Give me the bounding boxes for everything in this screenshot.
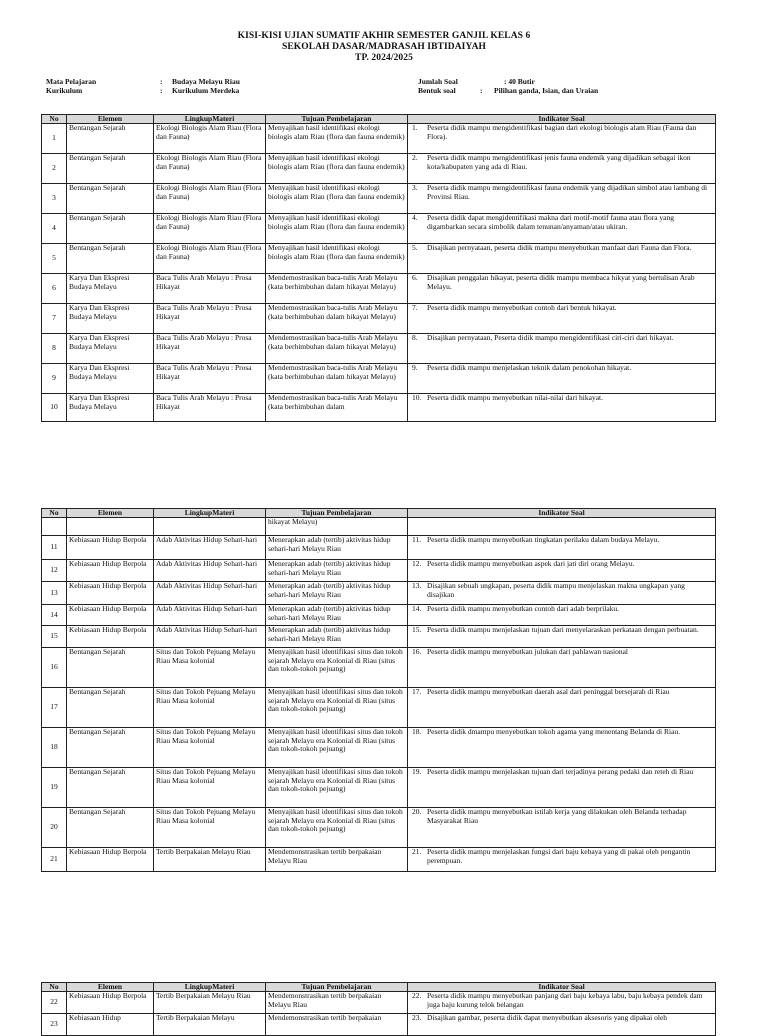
- indikator-text: Peserta didik mampu mengidentifikasi jenis fauna endemik yang dijadikan sebagai ikon kota/kabupaten yang ada di Riau.: [427, 153, 691, 171]
- indikator-text: Peserta didik mampu menyebutkan aspek dari jati diri orang Melayu.: [427, 559, 635, 568]
- table-header-row: [42, 509, 716, 518]
- indikator-number: 7.: [412, 303, 418, 312]
- cell-lingkup: Situs dan Tokoh Pejuang Melayu Riau Masa kolonial: [154, 688, 266, 728]
- cell-elemen: Kebiasaan Hidup Berpola: [67, 605, 154, 626]
- cell-no: 15: [42, 626, 67, 648]
- cell-indikator: [408, 605, 716, 626]
- column-header: No: [42, 983, 67, 992]
- indikator-number: 20.: [412, 807, 422, 816]
- indikator-text: Disajikan pernyataan, Peserta didik mampu mengidentifikasi ciri-ciri dari hikayat.: [427, 333, 674, 342]
- cell-lingkup: Ekologi Biologis Alam Riau (Flora dan Fauna): [154, 184, 266, 214]
- mapel-label: Mata Pelajaran: [46, 77, 97, 86]
- cell-elemen: Bentangan Sejarah: [67, 154, 154, 184]
- cell-no: 5: [42, 244, 67, 274]
- cell-no: 9: [42, 364, 67, 394]
- indikator-text: Peserta didik mampu menyebutkan nilai-nilai dari hikayat.: [427, 393, 603, 402]
- table-header-row: [42, 983, 716, 992]
- cell-indikator: [408, 768, 716, 808]
- cell-lingkup: Ekologi Biologis Alam Riau (Flora dan Fauna): [154, 244, 266, 274]
- table-row: [42, 605, 716, 626]
- cell-lingkup: Situs dan Tokoh Pejuang Melayu Riau Masa kolonial: [154, 728, 266, 768]
- indikator-number: 19.: [412, 767, 422, 776]
- cell-tujuan: Menyajikan hasil identifikasi ekologi biologis alam Riau (flora dan fauna endemik): [266, 214, 408, 244]
- column-header: Tujuan Pembelajaran: [266, 115, 408, 124]
- indikator-number: 17.: [412, 687, 422, 696]
- colon: :: [160, 86, 163, 95]
- indikator-number: 8.: [412, 333, 418, 342]
- cell-elemen: Bentangan Sejarah: [67, 214, 154, 244]
- indikator-number: 4.: [412, 213, 418, 222]
- cell-no: 20: [42, 808, 67, 848]
- indikator-number: 9.: [412, 363, 418, 372]
- indikator-text: Peserta didik mampu mengidentifikasi bagian dari ekologi biologis alam Riau (Fauna dan Flora).: [427, 123, 697, 141]
- cell-no: 14: [42, 605, 67, 626]
- cell-lingkup: Situs dan Tokoh Pejuang Melayu Riau Masa kolonial: [154, 768, 266, 808]
- table-row: [42, 688, 716, 728]
- column-header: Tujuan Pembelajaran: [266, 983, 408, 992]
- cell-empty: [154, 518, 266, 536]
- cell-tujuan: Menyajikan hasil identifikasi ekologi biologis alam Riau (flora dan fauna endemik): [266, 184, 408, 214]
- cell-indikator: [408, 848, 716, 872]
- cell-no: 1: [42, 124, 67, 154]
- indikator-number: 2.: [412, 153, 418, 162]
- mapel-value: Budaya Melayu Riau: [172, 77, 240, 86]
- cell-tujuan: Menerapkan adab (tertib) aktivitas hidup sehari-hari Melayu Riau: [266, 536, 408, 560]
- indikator-number: 11.: [412, 535, 422, 544]
- cell-lingkup: Situs dan Tokoh Pejuang Melayu Riau Masa kolonial: [154, 808, 266, 848]
- table-row: [42, 394, 716, 422]
- cell-no: 23: [42, 1014, 67, 1036]
- cell-no: 12: [42, 560, 67, 582]
- cell-elemen: Bentangan Sejarah: [67, 648, 154, 688]
- cell-lingkup: Tertib Berpakaian Melayu: [154, 1014, 266, 1036]
- cell-indikator: [408, 582, 716, 605]
- cell-no: 22: [42, 992, 67, 1014]
- cell-tujuan: Menyajikan hasil identifikasi situs dan tokoh sejarah Melayu era Kolonial di Riau (situs dan tokoh-tokoh pejuang): [266, 808, 408, 848]
- cell-indikator: [408, 626, 716, 648]
- indikator-number: 14.: [412, 604, 422, 613]
- meta-left: [46, 77, 240, 95]
- cell-tujuan: Mendemostrasikan baca-tulis Arab Melayu (kata berhimbuhan dalam: [266, 394, 408, 422]
- cell-elemen: Karya Dan Ekspresi Budaya Melayu: [67, 334, 154, 364]
- cell-tujuan: Menyajikan hasil identifikasi ekologi biologis alam Riau (flora dan fauna endemik): [266, 124, 408, 154]
- kisi-table-page-1: [41, 114, 716, 422]
- indikator-text: Disajikan sebuah ungkapan, peserta didik mampu menjelaskan makna ungkapan yang disajikan: [427, 581, 685, 599]
- cell-elemen: Karya Dan Ekspresi Budaya Melayu: [67, 394, 154, 422]
- indikator-number: 5.: [412, 243, 418, 252]
- cell-tujuan: Menyajikan hasil identifikasi ekologi biologis alam Riau (flora dan fauna endemik): [266, 154, 408, 184]
- indikator-number: 16.: [412, 647, 422, 656]
- cell-tujuan: Mendemonstrasikan tertib berpakaian: [266, 1014, 408, 1036]
- indikator-number: 10.: [412, 393, 422, 402]
- indikator-text: Peserta didik mampu menjelaskan tujuan dari terjadinya perang pedaki dan reteh di Riau: [427, 767, 694, 776]
- indikator-text: Peserta didik mampu menyebutkan contoh dari bentuk hikayat.: [427, 303, 617, 312]
- cell-elemen: Kebiasaan Hidup Berpola: [67, 626, 154, 648]
- indikator-number: 21.: [412, 847, 422, 856]
- indikator-text: Peserta didik mampu menjelaskan fungsi dari baju kebaya yang di pakai oleh pengantin perempuan.: [427, 847, 691, 865]
- colon: :: [160, 77, 163, 86]
- cell-tujuan: Menerapkan adab (tertib) aktivitas hidup sehari-hari Melayu Riau: [266, 605, 408, 626]
- cell-elemen: Bentangan Sejarah: [67, 124, 154, 154]
- cell-elemen: Bentangan Sejarah: [67, 688, 154, 728]
- cell-elemen: Karya Dan Ekspresi Budaya Melayu: [67, 364, 154, 394]
- cell-no: 7: [42, 304, 67, 334]
- kurikulum-value: Kurikulum Merdeka: [172, 86, 240, 95]
- cell-empty: [42, 518, 67, 536]
- indikator-text: Peserta didik mampu menyebutkan daerah asal dari peninggal bersejarah di Riau: [427, 687, 670, 696]
- indikator-number: 3.: [412, 183, 418, 192]
- cell-lingkup: Adab Aktivitas Hidup Sehari-hari: [154, 626, 266, 648]
- cell-indikator: [408, 536, 716, 560]
- jumlah-value: : 40 Butir: [504, 77, 535, 86]
- cell-indikator: [408, 244, 716, 274]
- indikator-text: Disajikan pernyataan, peserta didik mampu menyebutkan manfaat dari Fauna dan Flora.: [427, 243, 692, 252]
- table-row: [42, 274, 716, 304]
- table-row: [42, 244, 716, 274]
- column-header: LingkupMateri: [154, 509, 266, 518]
- cell-lingkup: Situs dan Tokoh Pejuang Melayu Riau Masa kolonial: [154, 648, 266, 688]
- cell-tujuan: Menyajikan hasil identifikasi situs dan tokoh sejarah Melayu era Kolonial di Riau (situs dan tokoh-tokoh pejuang): [266, 768, 408, 808]
- indikator-text: Peserta didik mampu menjelaskan tujuan dari menyelaraskan perkataan dengan perbuatan.: [427, 625, 699, 634]
- cell-indikator: [408, 334, 716, 364]
- table-row: [42, 582, 716, 605]
- cell-no: 16: [42, 648, 67, 688]
- cell-indikator: [408, 214, 716, 244]
- column-header: No: [42, 509, 67, 518]
- document-title: KISI-KISI UJIAN SUMATIF AKHIR SEMESTER GANJIL KELAS 6: [237, 31, 531, 41]
- table-row: [42, 1014, 716, 1036]
- indikator-text: Disajikan penggalan hikayat, peserta didik mampu membaca hikyat yang bertulisan Arab Melayu.: [427, 273, 695, 291]
- cell-lingkup: Ekologi Biologis Alam Riau (Flora dan Fauna): [154, 124, 266, 154]
- column-header: Elemen: [67, 115, 154, 124]
- cell-indikator: [408, 688, 716, 728]
- cell-lingkup: Baca Tulis Arab Melayu : Prosa Hikayat: [154, 364, 266, 394]
- cell-indikator: [408, 304, 716, 334]
- table-row: [42, 728, 716, 768]
- cell-elemen: Bentangan Sejarah: [67, 728, 154, 768]
- cell-no: 6: [42, 274, 67, 304]
- cell-empty: [67, 518, 154, 536]
- indikator-number: 1.: [412, 123, 418, 132]
- cell-no: 17: [42, 688, 67, 728]
- cell-indikator: [408, 364, 716, 394]
- cell-tujuan: Mendemonstrasikan tertib berpakaian Melayu Riau: [266, 848, 408, 872]
- cell-indikator: [408, 1014, 716, 1036]
- cell-indikator: [408, 274, 716, 304]
- cell-tujuan: Mendemonstrasikan tertib berpakaian Melayu Riau: [266, 992, 408, 1014]
- table-header-row: [42, 115, 716, 124]
- cell-lingkup: Tertib Berpakaian Melayu Riau: [154, 992, 266, 1014]
- meta-right: [418, 77, 598, 95]
- cell-indikator: [408, 124, 716, 154]
- cell-elemen: Karya Dan Ekspresi Budaya Melayu: [67, 274, 154, 304]
- indikator-text: Peserta didik dapat mengidentifikasi makna dari motif-motif fauna atau flora yang digambarkan secara simbolik dalam tenunan/anyaman/atau ukiran.: [427, 213, 675, 231]
- cell-lingkup: Baca Tulis Arab Melayu : Prosa Hikayat: [154, 334, 266, 364]
- indikator-text: Peserta didik dmampu menyebutkan tokoh agama yang menentang Belanda di Riau.: [427, 727, 681, 736]
- column-header: Elemen: [67, 509, 154, 518]
- cell-tujuan: Menyajikan hasil identifikasi situs dan tokoh sejarah Melayu era Kolonial di Riau (situs dan tokoh-tokoh pejuang): [266, 648, 408, 688]
- table-row: [42, 304, 716, 334]
- column-header: Elemen: [67, 983, 154, 992]
- cell-no: 2: [42, 154, 67, 184]
- indikator-text: Peserta didik mampu menyebutkan contoh dari adab berprilaku.: [427, 604, 620, 613]
- continuation-row: [42, 518, 716, 536]
- cell-tujuan: Mendemostrasikan baca-tulis Arab Melayu (kata berhimbuhan dalam hikayat Melayu): [266, 364, 408, 394]
- cell-elemen: Kebiasaan Hidup Berpola: [67, 582, 154, 605]
- table-row: [42, 364, 716, 394]
- cell-elemen: Bentangan Sejarah: [67, 184, 154, 214]
- cell-no: 4: [42, 214, 67, 244]
- cell-tujuan: Menerapkan adab (tertib) aktivitas hidup sehari-hari Melayu Riau: [266, 626, 408, 648]
- column-header: LingkupMateri: [154, 115, 266, 124]
- cell-lingkup: Tertib Berpakaian Melayu Riau: [154, 848, 266, 872]
- column-header: Indikator Soal: [408, 115, 716, 124]
- cell-tujuan: Menerapkan adab (tertib) aktivitas hidup sehari-hari Melayu Riau: [266, 560, 408, 582]
- cell-indikator: [408, 184, 716, 214]
- cell-tujuan: Menerapkan adab (tertib) aktivitas hidup sehari-hari Melayu Riau: [266, 582, 408, 605]
- bentuk-value: Pilihan ganda, Isian, dan Uraian: [494, 86, 599, 95]
- cell-empty: [408, 518, 716, 536]
- cell-indikator: [408, 808, 716, 848]
- table-row: [42, 768, 716, 808]
- cell-lingkup: Adab Aktivitas Hidup Sehari-hari: [154, 605, 266, 626]
- document-header: [0, 31, 768, 64]
- table-row: [42, 124, 716, 154]
- cell-tujuan: Menyajikan hasil identifikasi situs dan tokoh sejarah Melayu era Kolonial di Riau (situs dan tokoh-tokoh pejuang): [266, 728, 408, 768]
- cell-elemen: Bentangan Sejarah: [67, 808, 154, 848]
- indikator-number: 15.: [412, 625, 422, 634]
- cell-elemen: Bentangan Sejarah: [67, 244, 154, 274]
- table-row: [42, 648, 716, 688]
- indikator-text: Peserta didik mampu mengidentifikasi fauna endemik yang dijadikan simbol atau lambang di Provinsi Riau.: [427, 183, 708, 201]
- column-header: Tujuan Pembelajaran: [266, 509, 408, 518]
- cell-elemen: Kebiasaan Hidup Berpola: [67, 560, 154, 582]
- table-row: [42, 214, 716, 244]
- cell-no: 18: [42, 728, 67, 768]
- table-row: [42, 334, 716, 364]
- cell-elemen: Kebiasaan Hidup: [67, 1014, 154, 1036]
- cell-no: 21: [42, 848, 67, 872]
- indikator-text: Peserta didik mampu menyebutkan tingkatan perilaku dalam budaya Melayu.: [427, 535, 660, 544]
- table-row: [42, 536, 716, 560]
- kurikulum-label: Kurikulum: [46, 86, 83, 95]
- table-row: [42, 560, 716, 582]
- cell-lingkup: Ekologi Biologis Alam Riau (Flora dan Fauna): [154, 214, 266, 244]
- table-row: [42, 626, 716, 648]
- cell-no: 11: [42, 536, 67, 560]
- indikator-text: Peserta didik mampu menjelaskan teknik dalam penokohan hikayat.: [427, 363, 632, 372]
- column-header: No: [42, 115, 67, 124]
- cell-elemen: Karya Dan Ekspresi Budaya Melayu: [67, 304, 154, 334]
- cell-indikator: [408, 992, 716, 1014]
- column-header: Indikator Soal: [408, 509, 716, 518]
- cell-elemen: Kebiasaan Hidup Berpola: [67, 536, 154, 560]
- cell-no: 8: [42, 334, 67, 364]
- indikator-number: 22.: [412, 991, 422, 1000]
- cell-lingkup: Adab Aktivitas Hidup Sehari-hari: [154, 560, 266, 582]
- indikator-text: Peserta didik mampu menyebutkan panjang dari baju kebaya labu, baju kebaya pendek dam juga baju kurung telok belangan: [427, 991, 703, 1009]
- cell-indikator: [408, 648, 716, 688]
- table-row: [42, 808, 716, 848]
- cell-indikator: [408, 728, 716, 768]
- cell-no: 3: [42, 184, 67, 214]
- column-header: Indikator Soal: [408, 983, 716, 992]
- jumlah-label: Jumlah Soal: [418, 77, 458, 86]
- indikator-number: 12.: [412, 559, 422, 568]
- school-level: SEKOLAH DASAR/MADRASAH IBTIDAIYAH: [281, 42, 487, 52]
- cell-lingkup: Ekologi Biologis Alam Riau (Flora dan Fauna): [154, 154, 266, 184]
- cell-elemen: Kebiasaan Hidup Berpola: [67, 848, 154, 872]
- bentuk-label: Bentuk soal: [418, 86, 456, 95]
- indikator-number: 6.: [412, 273, 418, 282]
- cell-indikator: [408, 394, 716, 422]
- cell-no: 10: [42, 394, 67, 422]
- cell-no: 13: [42, 582, 67, 605]
- indikator-text: Peserta didik mampu menyebutkan julukan dari pahlawan nasional: [427, 647, 628, 656]
- cell-tujuan: Menyajikan hasil identifikasi situs dan tokoh sejarah Melayu era Kolonial di Riau (situs dan tokoh-tokoh pejuang): [266, 688, 408, 728]
- column-header: LingkupMateri: [154, 983, 266, 992]
- cell-lingkup: Baca Tulis Arab Melayu : Prosa Hikayat: [154, 274, 266, 304]
- cell-tujuan: Menyajikan hasil identifikasi ekologi biologis alam Riau (flora dan fauna endemik): [266, 244, 408, 274]
- school-year: TP. 2024/2025: [355, 53, 413, 63]
- kisi-table-page-3: [41, 982, 716, 1036]
- indikator-number: 13.: [412, 581, 422, 590]
- cell-tujuan: Mendemostrasikan baca-tulis Arab Melayu (kata berhimbuhan dalam hikayat Melayu): [266, 334, 408, 364]
- colon: :: [480, 86, 483, 95]
- cell-tujuan-continued: hikayat Melayu): [266, 518, 408, 536]
- indikator-text: Peserta didik mampu menyebutkan istilah kerja yang dilakukan oleh Belanda terhadap Masyarakat Riau: [427, 807, 687, 825]
- cell-lingkup: Baca Tulis Arab Melayu : Prosa Hikayat: [154, 304, 266, 334]
- cell-tujuan: Mendemostrasikan baca-tulis Arab Melayu (kata berhimbuhan dalam hikayat Melayu): [266, 274, 408, 304]
- cell-indikator: [408, 560, 716, 582]
- indikator-text: Disajikan gambar, peserta didik dapat menyebutkan aksesoris yang dipakai oleh: [427, 1013, 668, 1022]
- table-row: [42, 848, 716, 872]
- cell-lingkup: Baca Tulis Arab Melayu : Prosa Hikayat: [154, 394, 266, 422]
- table-row: [42, 992, 716, 1014]
- indikator-number: 18.: [412, 727, 422, 736]
- cell-lingkup: Adab Aktivitas Hidup Sehari-hari: [154, 536, 266, 560]
- indikator-number: 23.: [412, 1013, 422, 1022]
- cell-lingkup: Adab Aktivitas Hidup Sehari-hari: [154, 582, 266, 605]
- table-row: [42, 154, 716, 184]
- cell-elemen: Kebiasaan Hidup Berpola: [67, 992, 154, 1014]
- cell-elemen: Bentangan Sejarah: [67, 768, 154, 808]
- cell-no: 19: [42, 768, 67, 808]
- table-row: [42, 184, 716, 214]
- cell-tujuan: Mendemostrasikan baca-tulis Arab Melayu (kata berhimbuhan dalam hikayat Melayu): [266, 304, 408, 334]
- kisi-table-page-2: [41, 508, 716, 872]
- cell-indikator: [408, 154, 716, 184]
